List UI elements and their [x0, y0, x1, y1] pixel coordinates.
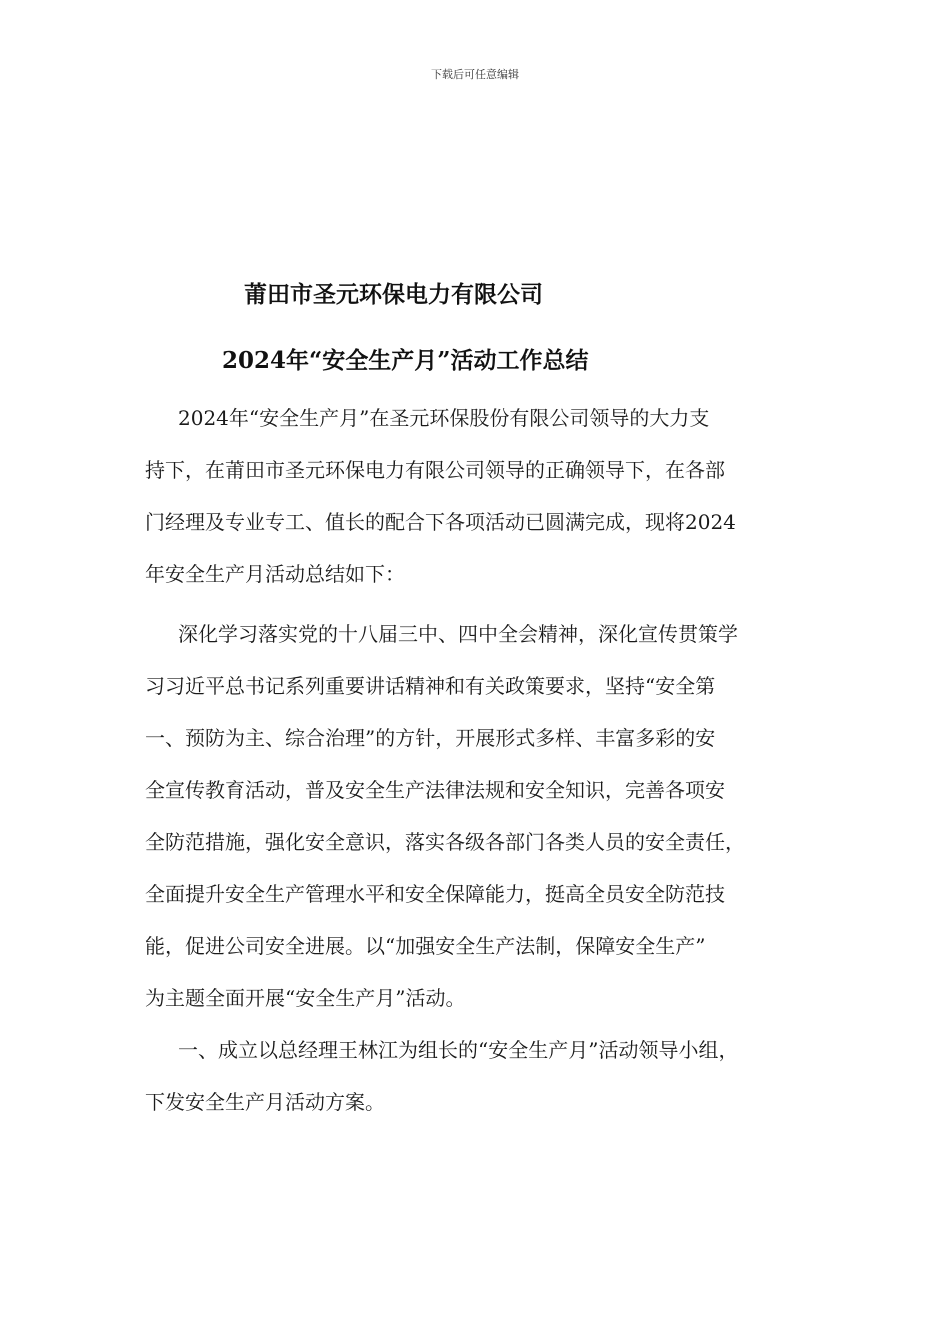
paragraph-line: 全面提升安全生产管理水平和安全保障能力，挺高全员安全防范技: [145, 882, 725, 906]
paragraph-line: 一、预防为主、综合治理”的方针，开展形式多样、丰富多彩的安: [145, 726, 716, 750]
paragraph-line: 年安全生产月活动总结如下：: [145, 562, 405, 586]
document-subtitle: 2024年“安全生产月”活动工作总结: [222, 347, 589, 374]
paragraph-line: 2024年“安全生产月”在圣元环保股份有限公司领导的大力支: [178, 406, 710, 430]
paragraph-line: 全防范措施，强化安全意识，落实各级各部门各类人员的安全责任，: [145, 830, 745, 854]
paragraph-line: 习习近平总书记系列重要讲话精神和有关政策要求，坚持“安全第: [145, 674, 716, 698]
paragraph-line: 全宣传教育活动，普及安全生产法律法规和安全知识，完善各项安: [145, 778, 725, 802]
paragraph-line: 持下，在莆田市圣元环保电力有限公司领导的正确领导下，在各部: [145, 458, 725, 482]
paragraph-guidance: [145, 608, 805, 1024]
paragraph-line: 门经理及专业专工、值长的配合下各项活动已圆满完成，现将2024: [145, 510, 736, 534]
document-title: 莆田市圣元环保电力有限公司: [244, 281, 543, 308]
paragraph-section-one: [145, 1024, 805, 1128]
paragraph-line: 能，促进公司安全进展。以“加强安全生产法制，保障安全生产”: [145, 934, 706, 958]
paragraph-line: 下发安全生产月活动方案。: [145, 1090, 385, 1114]
paragraph-line: 为主题全面开展“安全生产月”活动。: [145, 986, 466, 1010]
paragraph-line: 一、成立以总经理王林江为组长的“安全生产月”活动领导小组，: [178, 1038, 739, 1062]
paragraph-intro: [145, 392, 805, 600]
header-note: 下载后可任意编辑: [431, 68, 519, 81]
paragraph-line: 深化学习落实党的十八届三中、四中全会精神，深化宣传贯策学: [178, 622, 738, 646]
